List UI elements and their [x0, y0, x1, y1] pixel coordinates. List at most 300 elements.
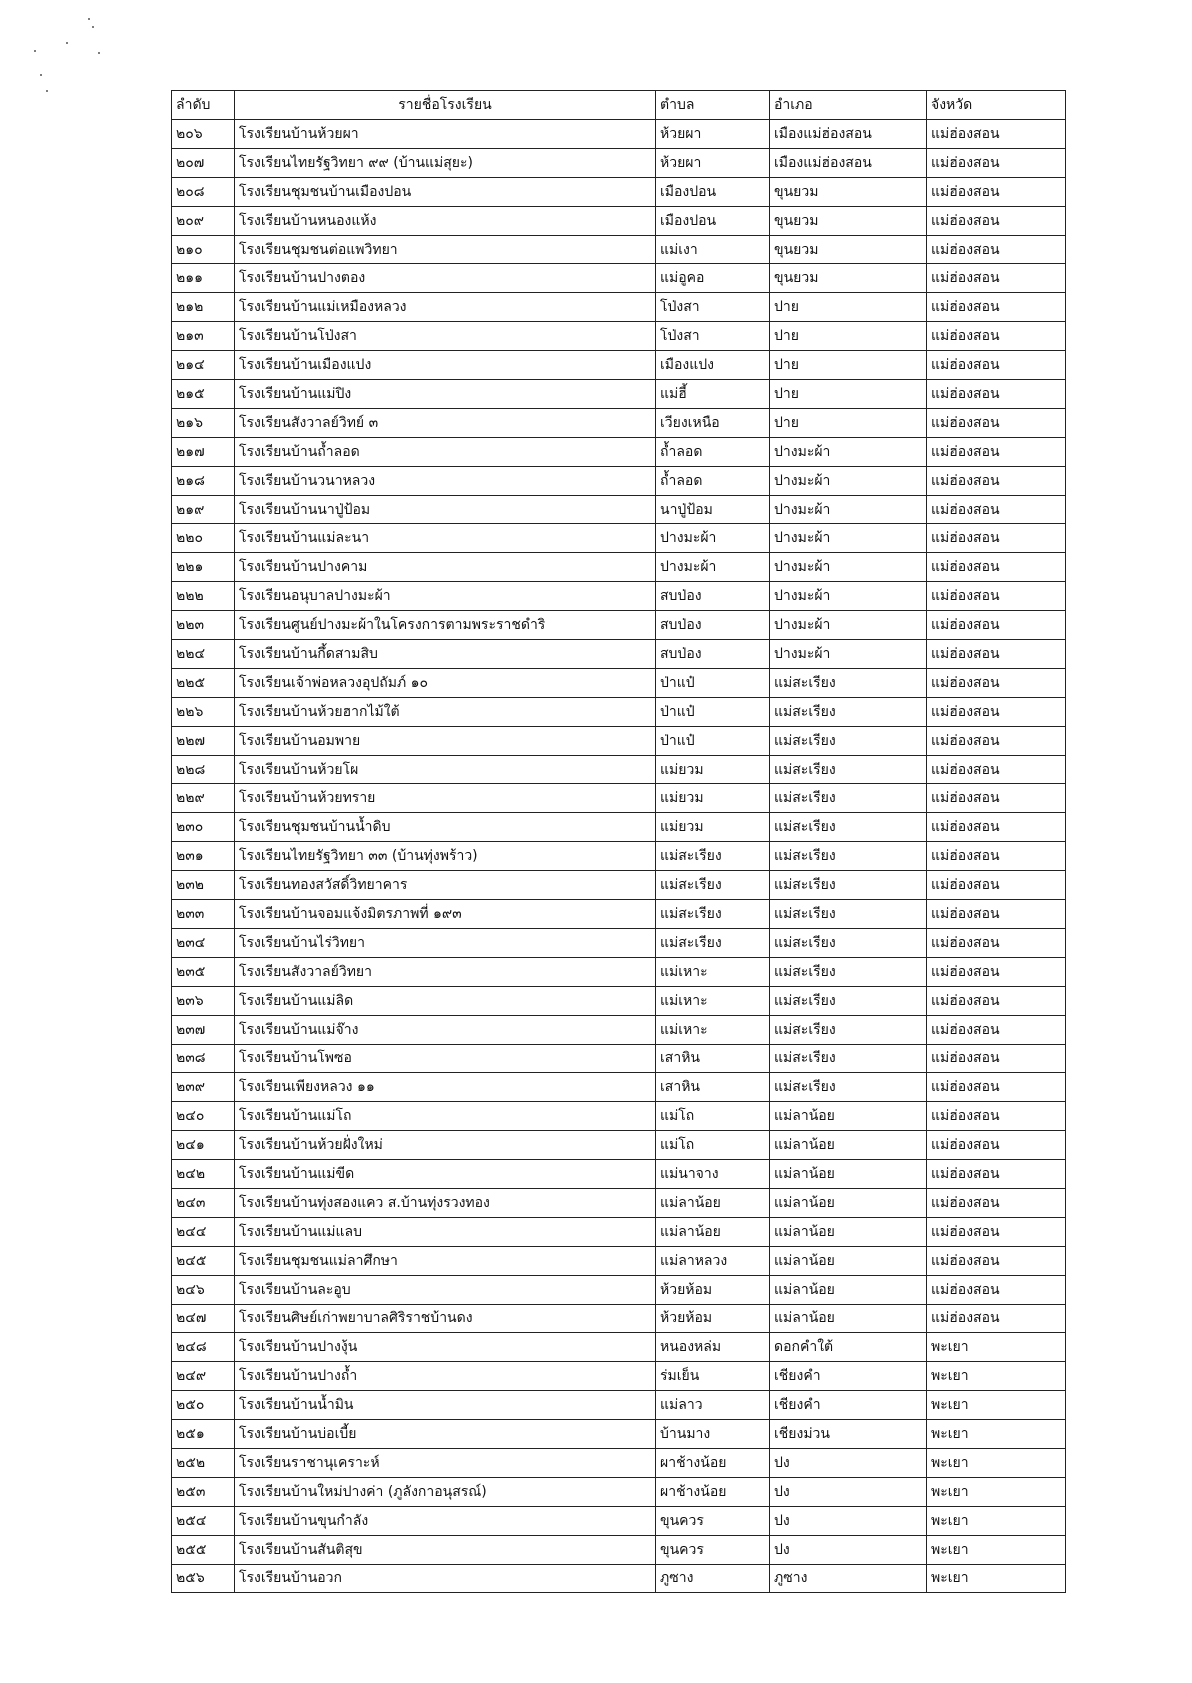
school-name: โรงเรียนบ้านแม่ละนา — [235, 524, 656, 553]
province: แม่ฮ่องสอน — [927, 206, 1066, 235]
school-name: โรงเรียนบ้านแม่แลบ — [235, 1217, 656, 1246]
row-number: ๒๒๑ — [172, 553, 235, 582]
subdistrict: ร่มเย็น — [656, 1362, 770, 1391]
table-row — [172, 640, 1066, 669]
table-row — [172, 1073, 1066, 1102]
table-row — [172, 466, 1066, 495]
subdistrict: ห้วยผา — [656, 120, 770, 149]
school-name: โรงเรียนบ้านถ้ำลอด — [235, 437, 656, 466]
row-number: ๒๐๖ — [172, 120, 235, 149]
school-name: โรงเรียนชุมชนบ้านเมืองปอน — [235, 177, 656, 206]
table-row — [172, 611, 1066, 640]
school-name: โรงเรียนบ้านแม่ปิง — [235, 380, 656, 409]
province: พะเยา — [927, 1564, 1066, 1593]
table-row — [172, 928, 1066, 957]
subdistrict: เสาหิน — [656, 1044, 770, 1073]
district: แม่สะเรียง — [770, 928, 927, 957]
district: ปง — [770, 1477, 927, 1506]
school-name: โรงเรียนบ้านโพซอ — [235, 1044, 656, 1073]
school-name: โรงเรียนเพียงหลวง ๑๑ — [235, 1073, 656, 1102]
school-name: โรงเรียนบ้านวนาหลวง — [235, 466, 656, 495]
province: แม่ฮ่องสอน — [927, 813, 1066, 842]
school-name: โรงเรียนบ้านห้วยผา — [235, 120, 656, 149]
table-row — [172, 813, 1066, 842]
row-number: ๒๕๔ — [172, 1506, 235, 1535]
school-name: โรงเรียนบ้านน้ำมิน — [235, 1391, 656, 1420]
row-number: ๒๕๕ — [172, 1535, 235, 1564]
district: ปาย — [770, 380, 927, 409]
province: แม่ฮ่องสอน — [927, 784, 1066, 813]
table-row — [172, 1477, 1066, 1506]
province: แม่ฮ่องสอน — [927, 582, 1066, 611]
district: ปง — [770, 1448, 927, 1477]
row-number: ๒๕๐ — [172, 1391, 235, 1420]
subdistrict: แม่ยวม — [656, 813, 770, 842]
table-row — [172, 842, 1066, 871]
district: แม่สะเรียง — [770, 668, 927, 697]
province: แม่ฮ่องสอน — [927, 871, 1066, 900]
district: ดอกคำใต้ — [770, 1333, 927, 1362]
table-row — [172, 1044, 1066, 1073]
table-row — [172, 524, 1066, 553]
subdistrict: ห้วยผา — [656, 148, 770, 177]
row-number: ๒๐๙ — [172, 206, 235, 235]
table-row — [172, 1420, 1066, 1449]
table-row — [172, 235, 1066, 264]
row-number: ๒๑๖ — [172, 408, 235, 437]
province: แม่ฮ่องสอน — [927, 1102, 1066, 1131]
subdistrict: เมืองปอน — [656, 177, 770, 206]
subdistrict: ถ้ำลอด — [656, 437, 770, 466]
table-row — [172, 408, 1066, 437]
district: แม่สะเรียง — [770, 1073, 927, 1102]
row-number: ๒๕๖ — [172, 1564, 235, 1593]
header-district: อำเภอ — [770, 91, 927, 120]
province: แม่ฮ่องสอน — [927, 1304, 1066, 1333]
row-number: ๒๑๔ — [172, 351, 235, 380]
school-name: โรงเรียนบ้านไร่วิทยา — [235, 928, 656, 957]
row-number: ๒๐๗ — [172, 148, 235, 177]
subdistrict: บ้านมาง — [656, 1420, 770, 1449]
district: เชียงคำ — [770, 1362, 927, 1391]
subdistrict: ป่าแป๋ — [656, 697, 770, 726]
school-name: โรงเรียนบ้านแม่เหมืองหลวง — [235, 293, 656, 322]
district: แม่ลาน้อย — [770, 1275, 927, 1304]
district: ปาย — [770, 293, 927, 322]
school-name: โรงเรียนบ้านละอูบ — [235, 1275, 656, 1304]
school-name: โรงเรียนชุมชนบ้านน้ำดิบ — [235, 813, 656, 842]
subdistrict: ปางมะผ้า — [656, 524, 770, 553]
province: แม่ฮ่องสอน — [927, 1217, 1066, 1246]
province: พะเยา — [927, 1448, 1066, 1477]
province: แม่ฮ่องสอน — [927, 611, 1066, 640]
province: แม่ฮ่องสอน — [927, 957, 1066, 986]
row-number: ๒๔๕ — [172, 1246, 235, 1275]
district: แม่ลาน้อย — [770, 1131, 927, 1160]
school-name: โรงเรียนราชานุเคราะห์ — [235, 1448, 656, 1477]
row-number: ๒๒๖ — [172, 697, 235, 726]
row-number: ๒๔๓ — [172, 1188, 235, 1217]
subdistrict: แม่อูคอ — [656, 264, 770, 293]
school-name: โรงเรียนศิษย์เก่าพยาบาลศิริราชบ้านดง — [235, 1304, 656, 1333]
row-number: ๒๒๘ — [172, 755, 235, 784]
district: เชียงม่วน — [770, 1420, 927, 1449]
district: ขุนยวม — [770, 177, 927, 206]
district: แม่สะเรียง — [770, 1044, 927, 1073]
province: แม่ฮ่องสอน — [927, 1188, 1066, 1217]
subdistrict: ถ้ำลอด — [656, 466, 770, 495]
table-row — [172, 784, 1066, 813]
school-name: โรงเรียนบ้านปางคาม — [235, 553, 656, 582]
district: ปาย — [770, 351, 927, 380]
district: ขุนยวม — [770, 264, 927, 293]
table-row — [172, 726, 1066, 755]
province: พะเยา — [927, 1391, 1066, 1420]
table-row — [172, 351, 1066, 380]
table-row — [172, 1304, 1066, 1333]
province: แม่ฮ่องสอน — [927, 986, 1066, 1015]
school-name: โรงเรียนบ้านจอมแจ้งมิตรภาพที่ ๑๙๓ — [235, 900, 656, 929]
row-number: ๒๓๕ — [172, 957, 235, 986]
school-name: โรงเรียนบ้านอมพาย — [235, 726, 656, 755]
table-row — [172, 957, 1066, 986]
province: แม่ฮ่องสอน — [927, 668, 1066, 697]
province: พะเยา — [927, 1477, 1066, 1506]
district: แม่สะเรียง — [770, 697, 927, 726]
province: แม่ฮ่องสอน — [927, 524, 1066, 553]
province: แม่ฮ่องสอน — [927, 264, 1066, 293]
subdistrict: แม่ลาน้อย — [656, 1188, 770, 1217]
district: แม่สะเรียง — [770, 784, 927, 813]
subdistrict: ป่าแป๋ — [656, 668, 770, 697]
district: ขุนยวม — [770, 206, 927, 235]
row-number: ๒๔๔ — [172, 1217, 235, 1246]
row-number: ๒๑๙ — [172, 495, 235, 524]
subdistrict: แม่ยวม — [656, 755, 770, 784]
table-row — [172, 1564, 1066, 1593]
header-no: ลำดับ — [172, 91, 235, 120]
subdistrict: เสาหิน — [656, 1073, 770, 1102]
school-name: โรงเรียนศูนย์ปางมะผ้าในโครงการตามพระราชดำริ — [235, 611, 656, 640]
subdistrict: แม่สะเรียง — [656, 871, 770, 900]
row-number: ๒๑๑ — [172, 264, 235, 293]
district: ปางมะผ้า — [770, 611, 927, 640]
school-name: โรงเรียนบ้านโป่งสา — [235, 322, 656, 351]
district: เชียงคำ — [770, 1391, 927, 1420]
table-row — [172, 437, 1066, 466]
province: แม่ฮ่องสอน — [927, 755, 1066, 784]
table-row — [172, 900, 1066, 929]
row-number: ๒๕๑ — [172, 1420, 235, 1449]
district: แม่สะเรียง — [770, 957, 927, 986]
table-row — [172, 495, 1066, 524]
subdistrict: ห้วยห้อม — [656, 1275, 770, 1304]
row-number: ๒๑๓ — [172, 322, 235, 351]
province: แม่ฮ่องสอน — [927, 495, 1066, 524]
school-name: โรงเรียนไทยรัฐวิทยา ๓๓ (บ้านทุ่งพร้าว) — [235, 842, 656, 871]
subdistrict: ปางมะผ้า — [656, 553, 770, 582]
school-name: โรงเรียนบ้านใหม่ปางค่า (ภูลังกาอนุสรณ์) — [235, 1477, 656, 1506]
district: แม่ลาน้อย — [770, 1102, 927, 1131]
header-province: จังหวัด — [927, 91, 1066, 120]
subdistrict: ผาช้างน้อย — [656, 1448, 770, 1477]
table-row — [172, 553, 1066, 582]
province: แม่ฮ่องสอน — [927, 1044, 1066, 1073]
district: แม่ลาน้อย — [770, 1217, 927, 1246]
row-number: ๒๔๖ — [172, 1275, 235, 1304]
district: เมืองแม่ฮ่องสอน — [770, 148, 927, 177]
province: แม่ฮ่องสอน — [927, 437, 1066, 466]
row-number: ๒๒๓ — [172, 611, 235, 640]
province: แม่ฮ่องสอน — [927, 842, 1066, 871]
row-number: ๒๔๐ — [172, 1102, 235, 1131]
school-name: โรงเรียนบ้านห้วยโผ — [235, 755, 656, 784]
school-name: โรงเรียนบ้านสันติสุข — [235, 1535, 656, 1564]
school-name: โรงเรียนบ้านเมืองแปง — [235, 351, 656, 380]
school-name: โรงเรียนบ้านปางถ้ำ — [235, 1362, 656, 1391]
table-row — [172, 755, 1066, 784]
subdistrict: แม่ฮี้ — [656, 380, 770, 409]
row-number: ๒๓๔ — [172, 928, 235, 957]
table-row — [172, 1246, 1066, 1275]
table-row — [172, 697, 1066, 726]
province: แม่ฮ่องสอน — [927, 235, 1066, 264]
table-row — [172, 1506, 1066, 1535]
school-name: โรงเรียนบ้านแม่ลิด — [235, 986, 656, 1015]
table-row — [172, 1015, 1066, 1044]
row-number: ๒๐๘ — [172, 177, 235, 206]
school-name: โรงเรียนอนุบาลปางมะผ้า — [235, 582, 656, 611]
subdistrict: แม่สะเรียง — [656, 842, 770, 871]
school-name: โรงเรียนบ้านทุ่งสองแคว ส.บ้านทุ่งรวงทอง — [235, 1188, 656, 1217]
province: แม่ฮ่องสอน — [927, 1275, 1066, 1304]
school-name: โรงเรียนบ้านปางตอง — [235, 264, 656, 293]
school-name: โรงเรียนบ้านห้วยทราย — [235, 784, 656, 813]
subdistrict: โป่งสา — [656, 322, 770, 351]
district: ปางมะผ้า — [770, 553, 927, 582]
subdistrict: แม่โถ — [656, 1102, 770, 1131]
school-name: โรงเรียนไทยรัฐวิทยา ๙๙ (บ้านแม่สุยะ) — [235, 148, 656, 177]
province: แม่ฮ่องสอน — [927, 322, 1066, 351]
province: แม่ฮ่องสอน — [927, 928, 1066, 957]
school-name: โรงเรียนสังวาลย์วิทยา — [235, 957, 656, 986]
district: ปางมะผ้า — [770, 582, 927, 611]
subdistrict: ขุนควร — [656, 1506, 770, 1535]
province: แม่ฮ่องสอน — [927, 726, 1066, 755]
table-row — [172, 177, 1066, 206]
province: แม่ฮ่องสอน — [927, 1073, 1066, 1102]
subdistrict: แม่ยวม — [656, 784, 770, 813]
table-row — [172, 1448, 1066, 1477]
school-name: โรงเรียนบ้านหนองแห้ง — [235, 206, 656, 235]
subdistrict: เวียงเหนือ — [656, 408, 770, 437]
district: ปง — [770, 1535, 927, 1564]
subdistrict: ผาช้างน้อย — [656, 1477, 770, 1506]
district: ปางมะผ้า — [770, 437, 927, 466]
district: แม่ลาน้อย — [770, 1246, 927, 1275]
district: ปาย — [770, 408, 927, 437]
subdistrict: แม่สะเรียง — [656, 900, 770, 929]
subdistrict: ภูซาง — [656, 1564, 770, 1593]
subdistrict: หนองหล่ม — [656, 1333, 770, 1362]
row-number: ๒๒๕ — [172, 668, 235, 697]
school-name: โรงเรียนบ้านแม่จ๊าง — [235, 1015, 656, 1044]
subdistrict: ห้วยห้อม — [656, 1304, 770, 1333]
header-row — [172, 91, 1066, 120]
table-row — [172, 871, 1066, 900]
province: แม่ฮ่องสอน — [927, 697, 1066, 726]
subdistrict: โป่งสา — [656, 293, 770, 322]
table-row — [172, 1188, 1066, 1217]
school-name: โรงเรียนบ้านกึ้ดสามสิบ — [235, 640, 656, 669]
subdistrict: แม่โถ — [656, 1131, 770, 1160]
row-number: ๒๑๐ — [172, 235, 235, 264]
school-name: โรงเรียนบ้านแม่ขีด — [235, 1160, 656, 1189]
table-row — [172, 380, 1066, 409]
row-number: ๒๑๕ — [172, 380, 235, 409]
subdistrict: แม่ลาน้อย — [656, 1217, 770, 1246]
district: เมืองแม่ฮ่องสอน — [770, 120, 927, 149]
school-name: โรงเรียนสังวาลย์วิทย์ ๓ — [235, 408, 656, 437]
district: แม่สะเรียง — [770, 1015, 927, 1044]
school-name: โรงเรียนบ้านขุนกำลัง — [235, 1506, 656, 1535]
row-number: ๒๔๒ — [172, 1160, 235, 1189]
row-number: ๒๓๖ — [172, 986, 235, 1015]
subdistrict: แม่สะเรียง — [656, 928, 770, 957]
subdistrict: แม่ลาหลวง — [656, 1246, 770, 1275]
district: แม่ลาน้อย — [770, 1160, 927, 1189]
subdistrict: แม่ลาว — [656, 1391, 770, 1420]
row-number: ๒๒๙ — [172, 784, 235, 813]
subdistrict: แม่เงา — [656, 235, 770, 264]
district: ปางมะผ้า — [770, 495, 927, 524]
province: แม่ฮ่องสอน — [927, 466, 1066, 495]
school-list-table — [171, 90, 1066, 1593]
subdistrict: นาปู่ป้อม — [656, 495, 770, 524]
subdistrict: เมืองปอน — [656, 206, 770, 235]
row-number: ๒๓๐ — [172, 813, 235, 842]
table-row — [172, 1102, 1066, 1131]
table-row — [172, 322, 1066, 351]
row-number: ๒๓๙ — [172, 1073, 235, 1102]
district: ภูซาง — [770, 1564, 927, 1593]
table-row — [172, 1333, 1066, 1362]
district: ปางมะผ้า — [770, 466, 927, 495]
school-name: โรงเรียนบ้านปางงุ้น — [235, 1333, 656, 1362]
table-row — [172, 148, 1066, 177]
school-name: โรงเรียนบ้านอวก — [235, 1564, 656, 1593]
subdistrict: ป่าแป๋ — [656, 726, 770, 755]
school-name: โรงเรียนบ้านห้วยฝั่งใหม่ — [235, 1131, 656, 1160]
province: แม่ฮ่องสอน — [927, 1131, 1066, 1160]
subdistrict: ขุนควร — [656, 1535, 770, 1564]
table-row — [172, 293, 1066, 322]
district: ปางมะผ้า — [770, 640, 927, 669]
row-number: ๒๑๘ — [172, 466, 235, 495]
table-row — [172, 1160, 1066, 1189]
subdistrict: สบป่อง — [656, 611, 770, 640]
province: แม่ฮ่องสอน — [927, 177, 1066, 206]
district: แม่ลาน้อย — [770, 1304, 927, 1333]
province: พะเยา — [927, 1506, 1066, 1535]
row-number: ๒๔๙ — [172, 1362, 235, 1391]
school-name: โรงเรียนชุมชนต่อแพวิทยา — [235, 235, 656, 264]
district: ปง — [770, 1506, 927, 1535]
district: แม่สะเรียง — [770, 900, 927, 929]
row-number: ๒๕๓ — [172, 1477, 235, 1506]
row-number: ๒๕๒ — [172, 1448, 235, 1477]
table-row — [172, 1535, 1066, 1564]
province: แม่ฮ่องสอน — [927, 120, 1066, 149]
school-name: โรงเรียนบ้านห้วยฮากไม้ใต้ — [235, 697, 656, 726]
province: แม่ฮ่องสอน — [927, 1160, 1066, 1189]
district: แม่สะเรียง — [770, 726, 927, 755]
row-number: ๒๓๓ — [172, 900, 235, 929]
province: แม่ฮ่องสอน — [927, 351, 1066, 380]
row-number: ๒๑๒ — [172, 293, 235, 322]
province: แม่ฮ่องสอน — [927, 553, 1066, 582]
table-row — [172, 1131, 1066, 1160]
district: แม่สะเรียง — [770, 871, 927, 900]
table-row — [172, 668, 1066, 697]
province: พะเยา — [927, 1420, 1066, 1449]
school-name: โรงเรียนเจ้าพ่อหลวงอุปถัมภ์ ๑๐ — [235, 668, 656, 697]
subdistrict: แม่นาจาง — [656, 1160, 770, 1189]
row-number: ๒๔๑ — [172, 1131, 235, 1160]
school-name: โรงเรียนบ้านบ่อเบี้ย — [235, 1420, 656, 1449]
row-number: ๒๔๘ — [172, 1333, 235, 1362]
row-number: ๒๓๘ — [172, 1044, 235, 1073]
row-number: ๒๒๐ — [172, 524, 235, 553]
scan-specks — [30, 14, 120, 104]
province: แม่ฮ่องสอน — [927, 1015, 1066, 1044]
row-number: ๒๓๗ — [172, 1015, 235, 1044]
row-number: ๒๒๒ — [172, 582, 235, 611]
table-row — [172, 1362, 1066, 1391]
subdistrict: แม่เหาะ — [656, 986, 770, 1015]
province: พะเยา — [927, 1333, 1066, 1362]
header-school-name: รายชื่อโรงเรียน — [235, 91, 656, 120]
province: แม่ฮ่องสอน — [927, 408, 1066, 437]
subdistrict: สบป่อง — [656, 640, 770, 669]
row-number: ๒๒๗ — [172, 726, 235, 755]
table-row — [172, 1275, 1066, 1304]
table-row — [172, 582, 1066, 611]
table-row — [172, 206, 1066, 235]
school-name: โรงเรียนบ้านแม่โถ — [235, 1102, 656, 1131]
district: แม่ลาน้อย — [770, 1188, 927, 1217]
district: แม่สะเรียง — [770, 842, 927, 871]
row-number: ๒๑๗ — [172, 437, 235, 466]
province: แม่ฮ่องสอน — [927, 293, 1066, 322]
school-name: โรงเรียนชุมชนแม่ลาศึกษา — [235, 1246, 656, 1275]
table-row — [172, 1217, 1066, 1246]
subdistrict: แม่เหาะ — [656, 957, 770, 986]
subdistrict: สบป่อง — [656, 582, 770, 611]
table-row — [172, 1391, 1066, 1420]
province: แม่ฮ่องสอน — [927, 640, 1066, 669]
district: แม่สะเรียง — [770, 986, 927, 1015]
subdistrict: เมืองแปง — [656, 351, 770, 380]
province: พะเยา — [927, 1535, 1066, 1564]
school-name: โรงเรียนทองสวัสดิ์วิทยาคาร — [235, 871, 656, 900]
province: แม่ฮ่องสอน — [927, 380, 1066, 409]
table-row — [172, 120, 1066, 149]
header-subdistrict: ตำบล — [656, 91, 770, 120]
school-name: โรงเรียนบ้านนาปู่ป้อม — [235, 495, 656, 524]
row-number: ๒๓๒ — [172, 871, 235, 900]
district: แม่สะเรียง — [770, 755, 927, 784]
